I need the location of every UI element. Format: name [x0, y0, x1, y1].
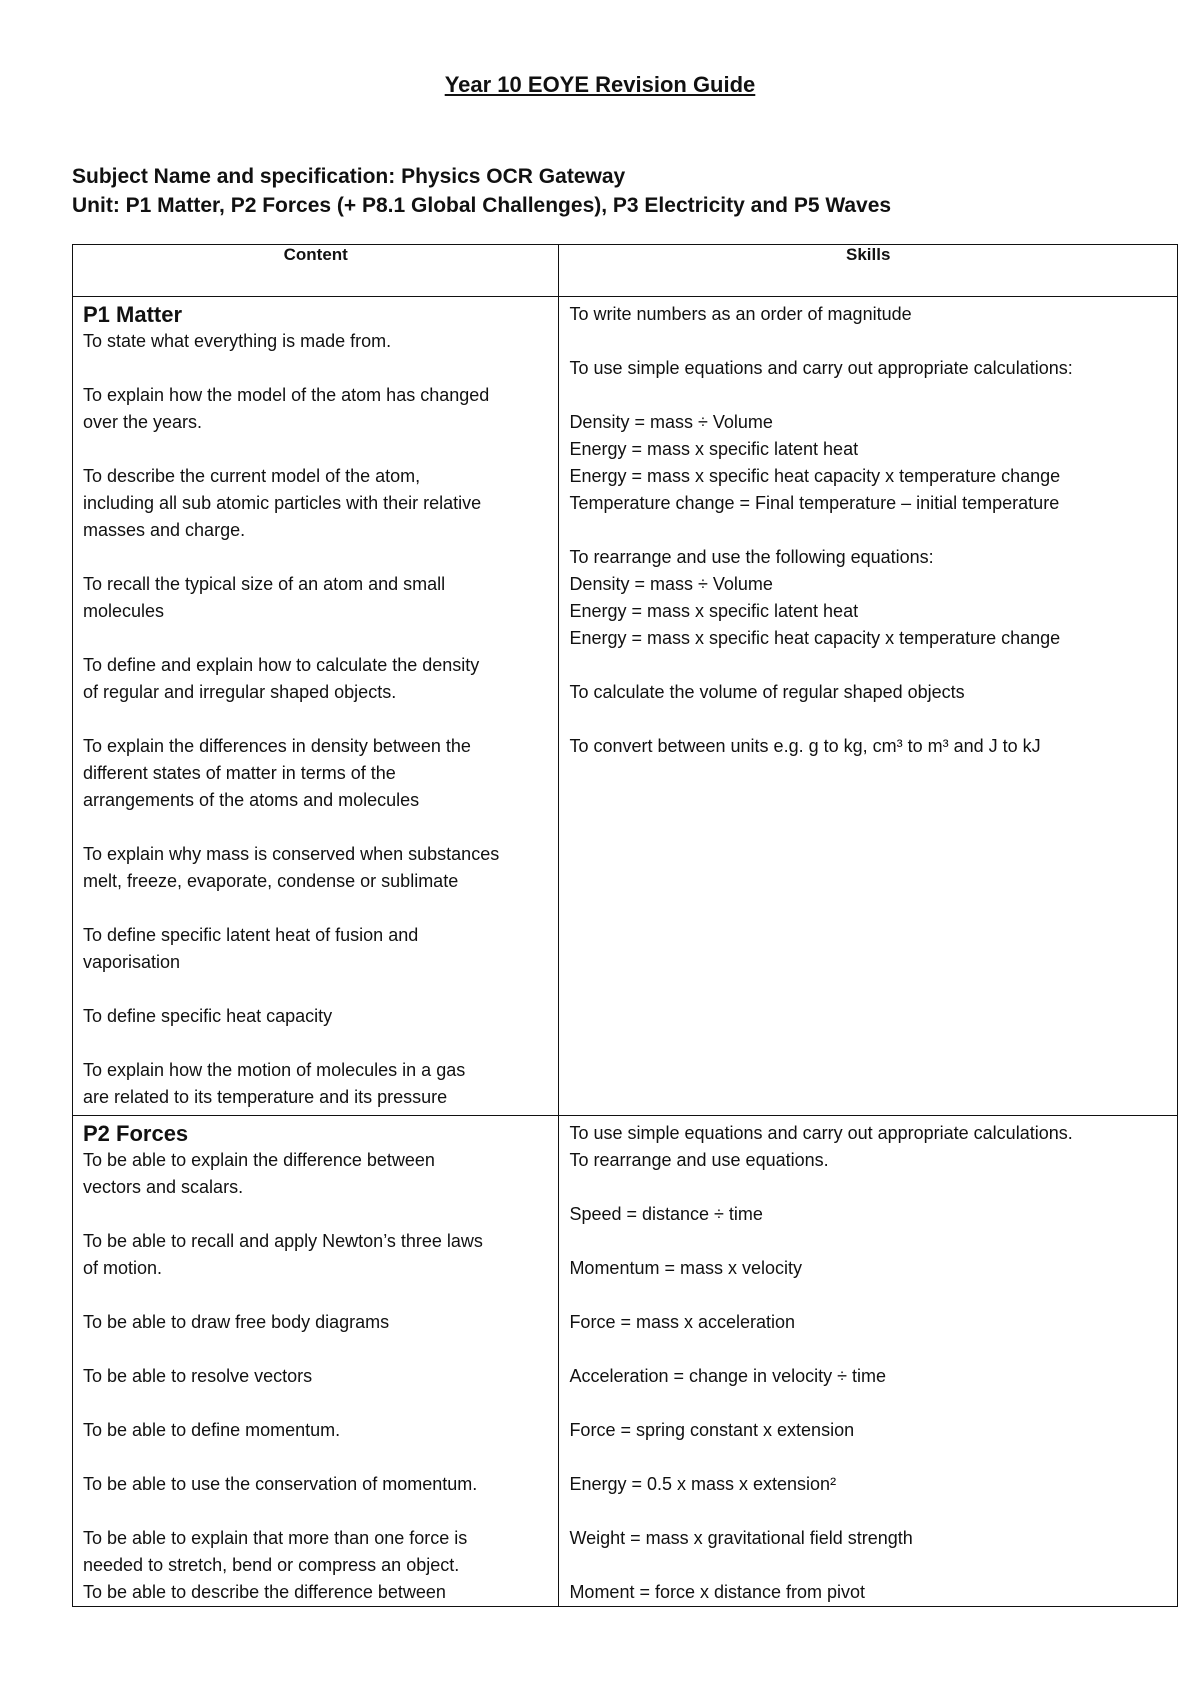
- text-line: arrangements of the atoms and molecules: [83, 790, 420, 810]
- text-line: To rearrange and use equations.: [569, 1150, 829, 1170]
- document-meta: [72, 162, 891, 220]
- text-line: To be able to resolve vectors: [83, 1366, 313, 1386]
- line-spacer: [83, 1498, 548, 1525]
- text-line: To rearrange and use the following equations:: [569, 547, 934, 567]
- text-line: vaporisation: [83, 952, 181, 972]
- line-spacer: [83, 436, 548, 463]
- document-title: Year 10 EOYE Revision Guide: [444, 72, 756, 97]
- text-line: Density = mass ÷ Volume: [569, 412, 773, 432]
- unit-line: Unit: P1 Matter, P2 Forces (+ P8.1 Global Challenges), P3 Electricity and P5 Waves: [72, 194, 892, 217]
- revision-table: [72, 244, 1178, 1607]
- text-line: Energy = 0.5 x mass x extension²: [569, 1474, 837, 1494]
- p2-section-title: P2 Forces: [83, 1121, 189, 1146]
- text-line: To be able to recall and apply Newton’s three laws: [83, 1231, 483, 1251]
- text-line: To use simple equations and carry out appropriate calculations:: [569, 358, 1073, 378]
- text-line: Momentum = mass x velocity: [569, 1258, 803, 1278]
- text-line: To explain why mass is conserved when substances: [83, 844, 500, 864]
- line-spacer: [569, 1552, 1167, 1579]
- p2-content-cell: [73, 1116, 559, 1607]
- header-skills: Skills: [559, 245, 1178, 297]
- line-spacer: [569, 1228, 1167, 1255]
- line-spacer: [569, 1174, 1167, 1201]
- text-line: To recall the typical size of an atom and small: [83, 574, 446, 594]
- line-spacer: [569, 1390, 1167, 1417]
- text-line: Energy = mass x specific latent heat: [569, 601, 859, 621]
- text-line: To write numbers as an order of magnitude: [569, 304, 912, 324]
- line-spacer: [569, 1336, 1167, 1363]
- text-line: To be able to use the conservation of momentum.: [83, 1474, 478, 1494]
- text-line: Force = mass x acceleration: [569, 1312, 796, 1332]
- text-line: masses and charge.: [83, 520, 246, 540]
- text-line: To be able to describe the difference between: [83, 1582, 446, 1602]
- line-spacer: [83, 625, 548, 652]
- line-spacer: [83, 1390, 548, 1417]
- text-line: To explain how the model of the atom has changed: [83, 385, 490, 405]
- text-line: molecules: [83, 601, 165, 621]
- subject-line: Subject Name and specification: Physics OCR Gateway: [72, 165, 626, 188]
- line-spacer: [83, 1336, 548, 1363]
- text-line: To be able to draw free body diagrams: [83, 1312, 390, 1332]
- text-line: different states of matter in terms of the: [83, 763, 396, 783]
- text-line: To explain the differences in density between the: [83, 736, 471, 756]
- text-line: Temperature change = Final temperature – initial temperature: [569, 493, 1060, 513]
- p2-skills-cell: [559, 1116, 1178, 1607]
- text-line: To define and explain how to calculate the density: [83, 655, 480, 675]
- text-line: To define specific heat capacity: [83, 1006, 333, 1026]
- line-spacer: [569, 706, 1167, 733]
- text-line: To use simple equations and carry out appropriate calculations.: [569, 1123, 1073, 1143]
- p1-content-cell: [73, 297, 559, 1116]
- text-line: To convert between units e.g. g to kg, cm³ to m³ and J to kJ: [569, 736, 1041, 756]
- text-line: To calculate the volume of regular shaped objects: [569, 682, 965, 702]
- p2-skills-list: [569, 1120, 1167, 1606]
- text-line: To be able to explain that more than one force is: [83, 1528, 468, 1548]
- text-line: Weight = mass x gravitational field strength: [569, 1528, 913, 1548]
- text-line: vectors and scalars.: [83, 1177, 244, 1197]
- text-line: Moment = force x distance from pivot: [569, 1582, 866, 1602]
- table-row-p2-forces: [73, 1116, 1178, 1607]
- header-content: Content: [73, 245, 559, 297]
- line-spacer: [83, 976, 548, 1003]
- text-line: Force = spring constant x extension: [569, 1420, 855, 1440]
- line-spacer: [569, 1444, 1167, 1471]
- line-spacer: [83, 1030, 548, 1057]
- text-line: melt, freeze, evaporate, condense or sublimate: [83, 871, 459, 891]
- line-spacer: [83, 895, 548, 922]
- p1-section-title: P1 Matter: [83, 302, 183, 327]
- line-spacer: [83, 1201, 548, 1228]
- text-line: Energy = mass x specific heat capacity x temperature change: [569, 628, 1061, 648]
- line-spacer: [569, 1498, 1167, 1525]
- p1-skills-cell: [559, 297, 1178, 1116]
- line-spacer: [83, 814, 548, 841]
- line-spacer: [83, 355, 548, 382]
- text-line: Acceleration = change in velocity ÷ time: [569, 1366, 886, 1386]
- p1-skills-list: [569, 301, 1167, 760]
- line-spacer: [83, 544, 548, 571]
- line-spacer: [569, 652, 1167, 679]
- text-line: To state what everything is made from.: [83, 331, 392, 351]
- text-line: To be able to explain the difference between: [83, 1150, 435, 1170]
- line-spacer: [569, 328, 1167, 355]
- text-line: over the years.: [83, 412, 203, 432]
- text-line: of motion.: [83, 1258, 163, 1278]
- text-line: needed to stretch, bend or compress an object.: [83, 1555, 460, 1575]
- line-spacer: [569, 1282, 1167, 1309]
- text-line: including all sub atomic particles with their relative: [83, 493, 482, 513]
- text-line: are related to its temperature and its pressure: [83, 1087, 448, 1107]
- text-line: Speed = distance ÷ time: [569, 1204, 763, 1224]
- text-line: Energy = mass x specific latent heat: [569, 439, 859, 459]
- table-row-p1-matter: [73, 297, 1178, 1116]
- p2-content-list: [83, 1147, 548, 1606]
- text-line: Energy = mass x specific heat capacity x temperature change: [569, 466, 1061, 486]
- line-spacer: [83, 706, 548, 733]
- p1-content-list: [83, 328, 548, 1111]
- text-line: To describe the current model of the atom,: [83, 466, 421, 486]
- text-line: To be able to define momentum.: [83, 1420, 341, 1440]
- line-spacer: [83, 1444, 548, 1471]
- text-line: To explain how the motion of molecules in a gas: [83, 1060, 466, 1080]
- line-spacer: [83, 1282, 548, 1309]
- line-spacer: [569, 382, 1167, 409]
- line-spacer: [569, 517, 1167, 544]
- text-line: To define specific latent heat of fusion and: [83, 925, 419, 945]
- text-line: of regular and irregular shaped objects.: [83, 682, 397, 702]
- table-header-row: [73, 245, 1178, 297]
- text-line: Density = mass ÷ Volume: [569, 574, 773, 594]
